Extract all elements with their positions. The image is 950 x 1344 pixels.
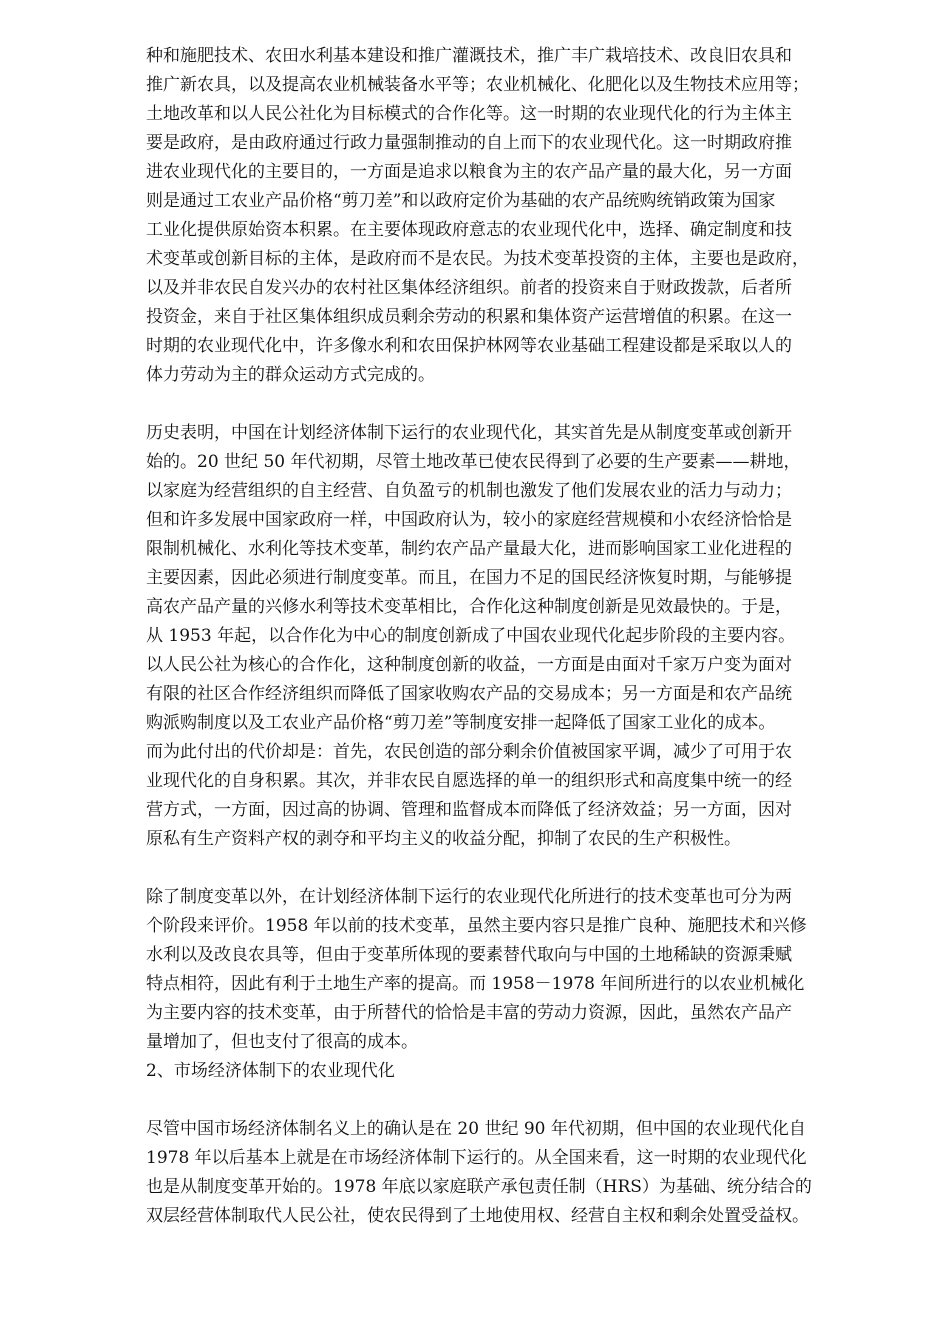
section-heading [146,1057,884,1086]
document-body [146,42,884,1231]
text-line: 业现代化的自身积累。其次，并非农民自愿选择的单一的组织形式和高度集中统一的经 [146,771,792,791]
text-line: 要是政府，是由政府通过行政力量强制推动的自上而下的农业现代化。这一时期政府推 [146,133,792,153]
paragraph-gap [146,390,884,419]
text-line: 以家庭为经营组织的自主经营、自负盈亏的机制也激发了他们发展农业的活力与动力； [146,481,792,501]
text-line: 主要因素，因此必须进行制度变革。而且，在国力不足的国民经济恢复时期，与能够提 [146,568,792,588]
text-line: 而为此付出的代价却是：首先，农民创造的部分剩余价值被国家平调，减少了可用于农 [146,742,792,762]
text-line: 以人民公社为核心的合作化，这种制度创新的收益，一方面是由面对千家万户变为面对 [146,655,792,675]
text-line: 进农业现代化的主要目的，一方面是追求以粮食为主的农产品产量的最大化，另一方面 [146,162,792,182]
text-line: 高农产品产量的兴修水利等技术变革相比，合作化这种制度创新是见效最快的。于是， [146,597,792,617]
text-line: 1978 年以后基本上就是在市场经济体制下运行的。从全国来看，这一时期的农业现代化 [146,1148,807,1168]
text-line: 个阶段来评价。1958 年以前的技术变革，虽然主要内容只是推广良种、施肥技术和兴修 [146,916,807,936]
text-line: 推广新农具，以及提高农业机械装备水平等；农业机械化、化肥化以及生物技术应用等； [146,75,809,95]
paragraph-p3 [146,883,884,1057]
text-line: 原私有生产资料产权的剥夺和平均主义的收益分配，抑制了农民的生产积极性。 [146,829,741,849]
text-line: 双层经营体制取代人民公社，使农民得到了土地使用权、经营自主权和剩余处置受益权。 [146,1206,809,1226]
text-line: 尽管中国市场经济体制名义上的确认是在 20 世纪 90 年代初期，但中国的农业现代化自 [146,1119,806,1139]
text-line: 种和施肥技术、农田水利基本建设和推广灌溉技术，推广丰广栽培技术、改良旧农具和 [146,46,792,66]
text-line: 从 1953 年起，以合作化为中心的制度创新成了中国农业现代化起步阶段的主要内容。 [146,626,796,646]
text-line: 也是从制度变革开始的。1978 年底以家庭联产承包责任制（HRS）为基础、统分结合的 [146,1177,812,1197]
paragraph-p4 [146,1115,884,1231]
text-line: 以及并非农民自发兴办的农村社区集体经济组织。前者的投资来自于财政拨款，后者所 [146,278,792,298]
text-line: 为主要内容的技术变革，由于所替代的恰恰是丰富的劳动力资源，因此，虽然农产品产 [146,1003,792,1023]
text-line: 投资金，来自于社区集体组织成员剩余劳动的积累和集体资产运营增值的积累。在这一 [146,307,792,327]
text-line: 有限的社区合作经济组织而降低了国家收购农产品的交易成本；另一方面是和农产品统 [146,684,792,704]
text-line: 始的。20 世纪 50 年代初期，尽管土地改革已使农民得到了必要的生产要素——耕地， [146,452,801,472]
text-line: 则是通过工农业产品价格“剪刀差”和以政府定价为基础的农产品统购统销政策为国家 [146,191,776,211]
text-line: 除了制度变革以外，在计划经济体制下运行的农业现代化所进行的技术变革也可分为两 [146,887,792,907]
text-line: 限制机械化、水利化等技术变革，制约农产品产量最大化，进而影响国家工业化进程的 [146,539,792,559]
section-heading-text: 2、市场经济体制下的农业现代化 [146,1061,395,1081]
text-line: 时期的农业现代化中，许多像水利和农田保护林网等农业基础工程建设都是采取以人的 [146,336,792,356]
text-line: 但和许多发展中国家政府一样，中国政府认为，较小的家庭经营规模和小农经济恰恰是 [146,510,792,530]
paragraph-gap [146,854,884,883]
text-line: 土地改革和以人民公社化为目标模式的合作化等。这一时期的农业现代化的行为主体主 [146,104,792,124]
text-line: 历史表明，中国在计划经济体制下运行的农业现代化，其实首先是从制度变革或创新开 [146,423,792,443]
text-line: 特点相符，因此有利于土地生产率的提高。而 1958－1978 年间所进行的以农业机械化 [146,974,805,994]
text-line: 量增加了，但也支付了很高的成本。 [146,1032,418,1052]
text-line: 营方式，一方面，因过高的协调、管理和监督成本而降低了经济效益；另一方面，因对 [146,800,792,820]
text-line: 水利以及改良农具等，但由于变革所体现的要素替代取向与中国的土地稀缺的资源秉赋 [146,945,792,965]
text-line: 术变革或创新目标的主体，是政府而不是农民。为技术变革投资的主体，主要也是政府， [146,249,809,269]
text-line: 体力劳动为主的群众运动方式完成的。 [146,365,435,385]
text-line: 工业化提供原始资本积累。在主要体现政府意志的农业现代化中，选择、确定制度和技 [146,220,792,240]
paragraph-gap [146,1086,884,1115]
paragraph-p2 [146,419,884,854]
text-line: 购派购制度以及工农业产品价格“剪刀差”等制度安排一起降低了国家工业化的成本。 [146,713,776,733]
paragraph-p1 [146,42,884,390]
